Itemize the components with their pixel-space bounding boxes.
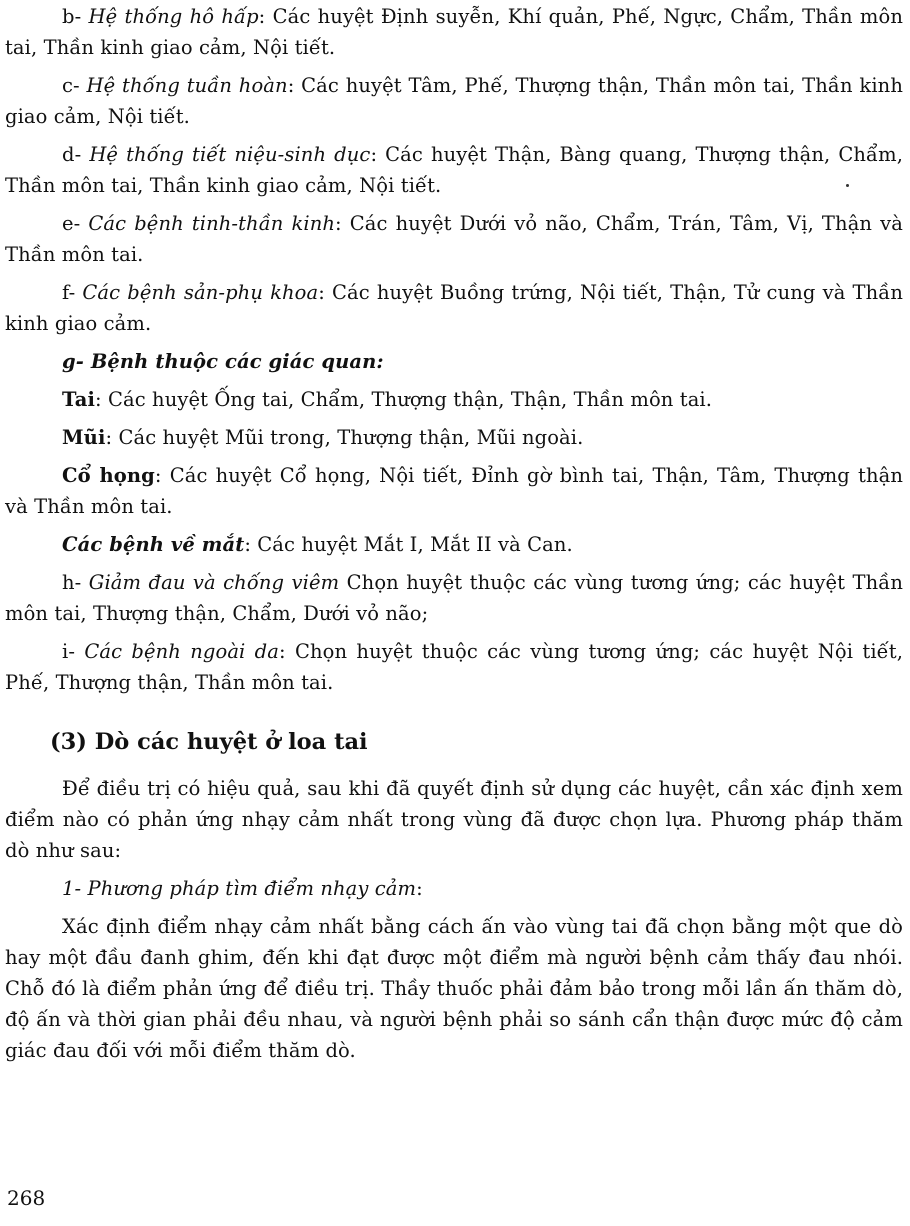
co-hong-paragraph: [5, 460, 903, 522]
item-i-paragraph: [5, 636, 903, 698]
item-f-lead: f-: [62, 281, 83, 304]
item-d-paragraph: [5, 139, 903, 201]
item-i-lead: i-: [62, 640, 85, 663]
item-e-text: : Các huyệt Dưới vỏ não, Chẩm, Trán, Tâm, Vị, Thận và Thần môn tai.: [5, 212, 903, 266]
item-d-title: Hệ thống tiết niệu-sinh dục: [89, 143, 371, 166]
item-b-paragraph: [5, 1, 903, 63]
method-colon: :: [416, 877, 423, 900]
item-h-title: Giảm đau và chống viêm: [88, 571, 340, 594]
item-e-lead: e-: [62, 212, 89, 235]
item-i-text: : Chọn huyệt thuộc các vùng tương ứng; các huyệt Nội tiết, Phế, Thượng thận, Thần môn tai.: [5, 640, 903, 694]
section-intro: Để điều trị có hiệu quả, sau khi đã quyết định sử dụng các huyệt, cần xác định xem điểm nào có phản ứng nhạy cảm nhất trong vùng đã được chọn lựa. Phương pháp thăm dò như sau:: [5, 777, 903, 862]
co-hong-text: : Các huyệt Cổ họng, Nội tiết, Đỉnh gờ bình tai, Thận, Tâm, Thượng thận và Thần môn tai.: [5, 464, 904, 518]
method-text: Xác định điểm nhạy cảm nhất bằng cách ấn vào vùng tai đã chọn bằng một que dò hay một đầu đanh ghim, đến khi đạt được một điểm mà người bệnh cảm thấy đau nhói. Chỗ đó là điểm phản ứng để điều trị. Thầy thuốc phải đảm bảo trong mỗi lần ấn thăm dò, độ ấn và thời gian phải đều nhau, và người bệnh phải so sánh cẩn thận được mức độ cảm giác đau đối với mỗi điểm thăm dò.: [5, 915, 903, 1062]
item-c-paragraph: [5, 70, 903, 132]
mat-paragraph: [5, 529, 903, 560]
item-d-lead: d-: [62, 143, 90, 166]
item-i-title: Các bệnh ngoài da: [84, 640, 279, 663]
document-page: [5, 0, 903, 1066]
item-c-lead: c-: [62, 74, 87, 97]
scan-speck: [846, 184, 849, 187]
page-number: 268: [7, 1186, 46, 1210]
item-h-text: Chọn huyệt thuộc các vùng tương ứng; các huyệt Thần môn tai, Thượng thận, Chẩm, Dưới vỏ não;: [5, 571, 903, 625]
method-title: 1- Phương pháp tìm điểm nhạy cảm: [62, 877, 417, 900]
item-c-text: : Các huyệt Tâm, Phế, Thượng thận, Thần môn tai, Thần kinh giao cảm, Nội tiết.: [5, 74, 903, 128]
item-e-paragraph: [5, 208, 903, 270]
section-heading: (3) Dò các huyệt ở loa tai: [50, 729, 368, 755]
item-g-subheading: [5, 346, 903, 377]
item-d-text: : Các huyệt Thận, Bàng quang, Thượng thận, Chẩm, Thần môn tai, Thần kinh giao cảm, Nội tiết.: [5, 143, 903, 197]
tai-label: Tai: [62, 388, 95, 411]
tai-paragraph: [5, 384, 903, 415]
item-b-lead: b-: [62, 5, 89, 28]
item-f-paragraph: [5, 277, 903, 339]
mat-label: Các bệnh về mắt: [62, 533, 245, 556]
item-g-title: g- Bệnh thuộc các giác quan:: [62, 350, 384, 373]
item-f-title: Các bệnh sản-phụ khoa: [82, 281, 319, 304]
item-h-lead: h-: [62, 571, 89, 594]
item-b-text: : Các huyệt Định suyễn, Khí quản, Phế, Ngực, Chẩm, Thần môn tai, Thần kinh giao cảm, Nội tiết.: [5, 5, 903, 59]
item-f-text: : Các huyệt Buồng trứng, Nội tiết, Thận, Tử cung và Thần kinh giao cảm.: [5, 281, 903, 335]
item-c-title: Hệ thống tuần hoàn: [86, 74, 288, 97]
tai-text: : Các huyệt Ống tai, Chẩm, Thượng thận, Thận, Thần môn tai.: [95, 388, 713, 411]
item-e-title: Các bệnh tinh-thần kinh: [88, 212, 336, 235]
co-hong-label: Cổ họng: [62, 464, 155, 487]
item-b-title: Hệ thống hô hấp: [88, 5, 259, 28]
mui-paragraph: [5, 422, 903, 453]
mat-text: : Các huyệt Mắt I, Mắt II và Can.: [244, 533, 573, 556]
mui-label: Mũi: [62, 426, 106, 449]
item-h-paragraph: [5, 567, 903, 629]
mui-text: : Các huyệt Mũi trong, Thượng thận, Mũi ngoài.: [105, 426, 584, 449]
method-title-paragraph: [5, 873, 903, 904]
